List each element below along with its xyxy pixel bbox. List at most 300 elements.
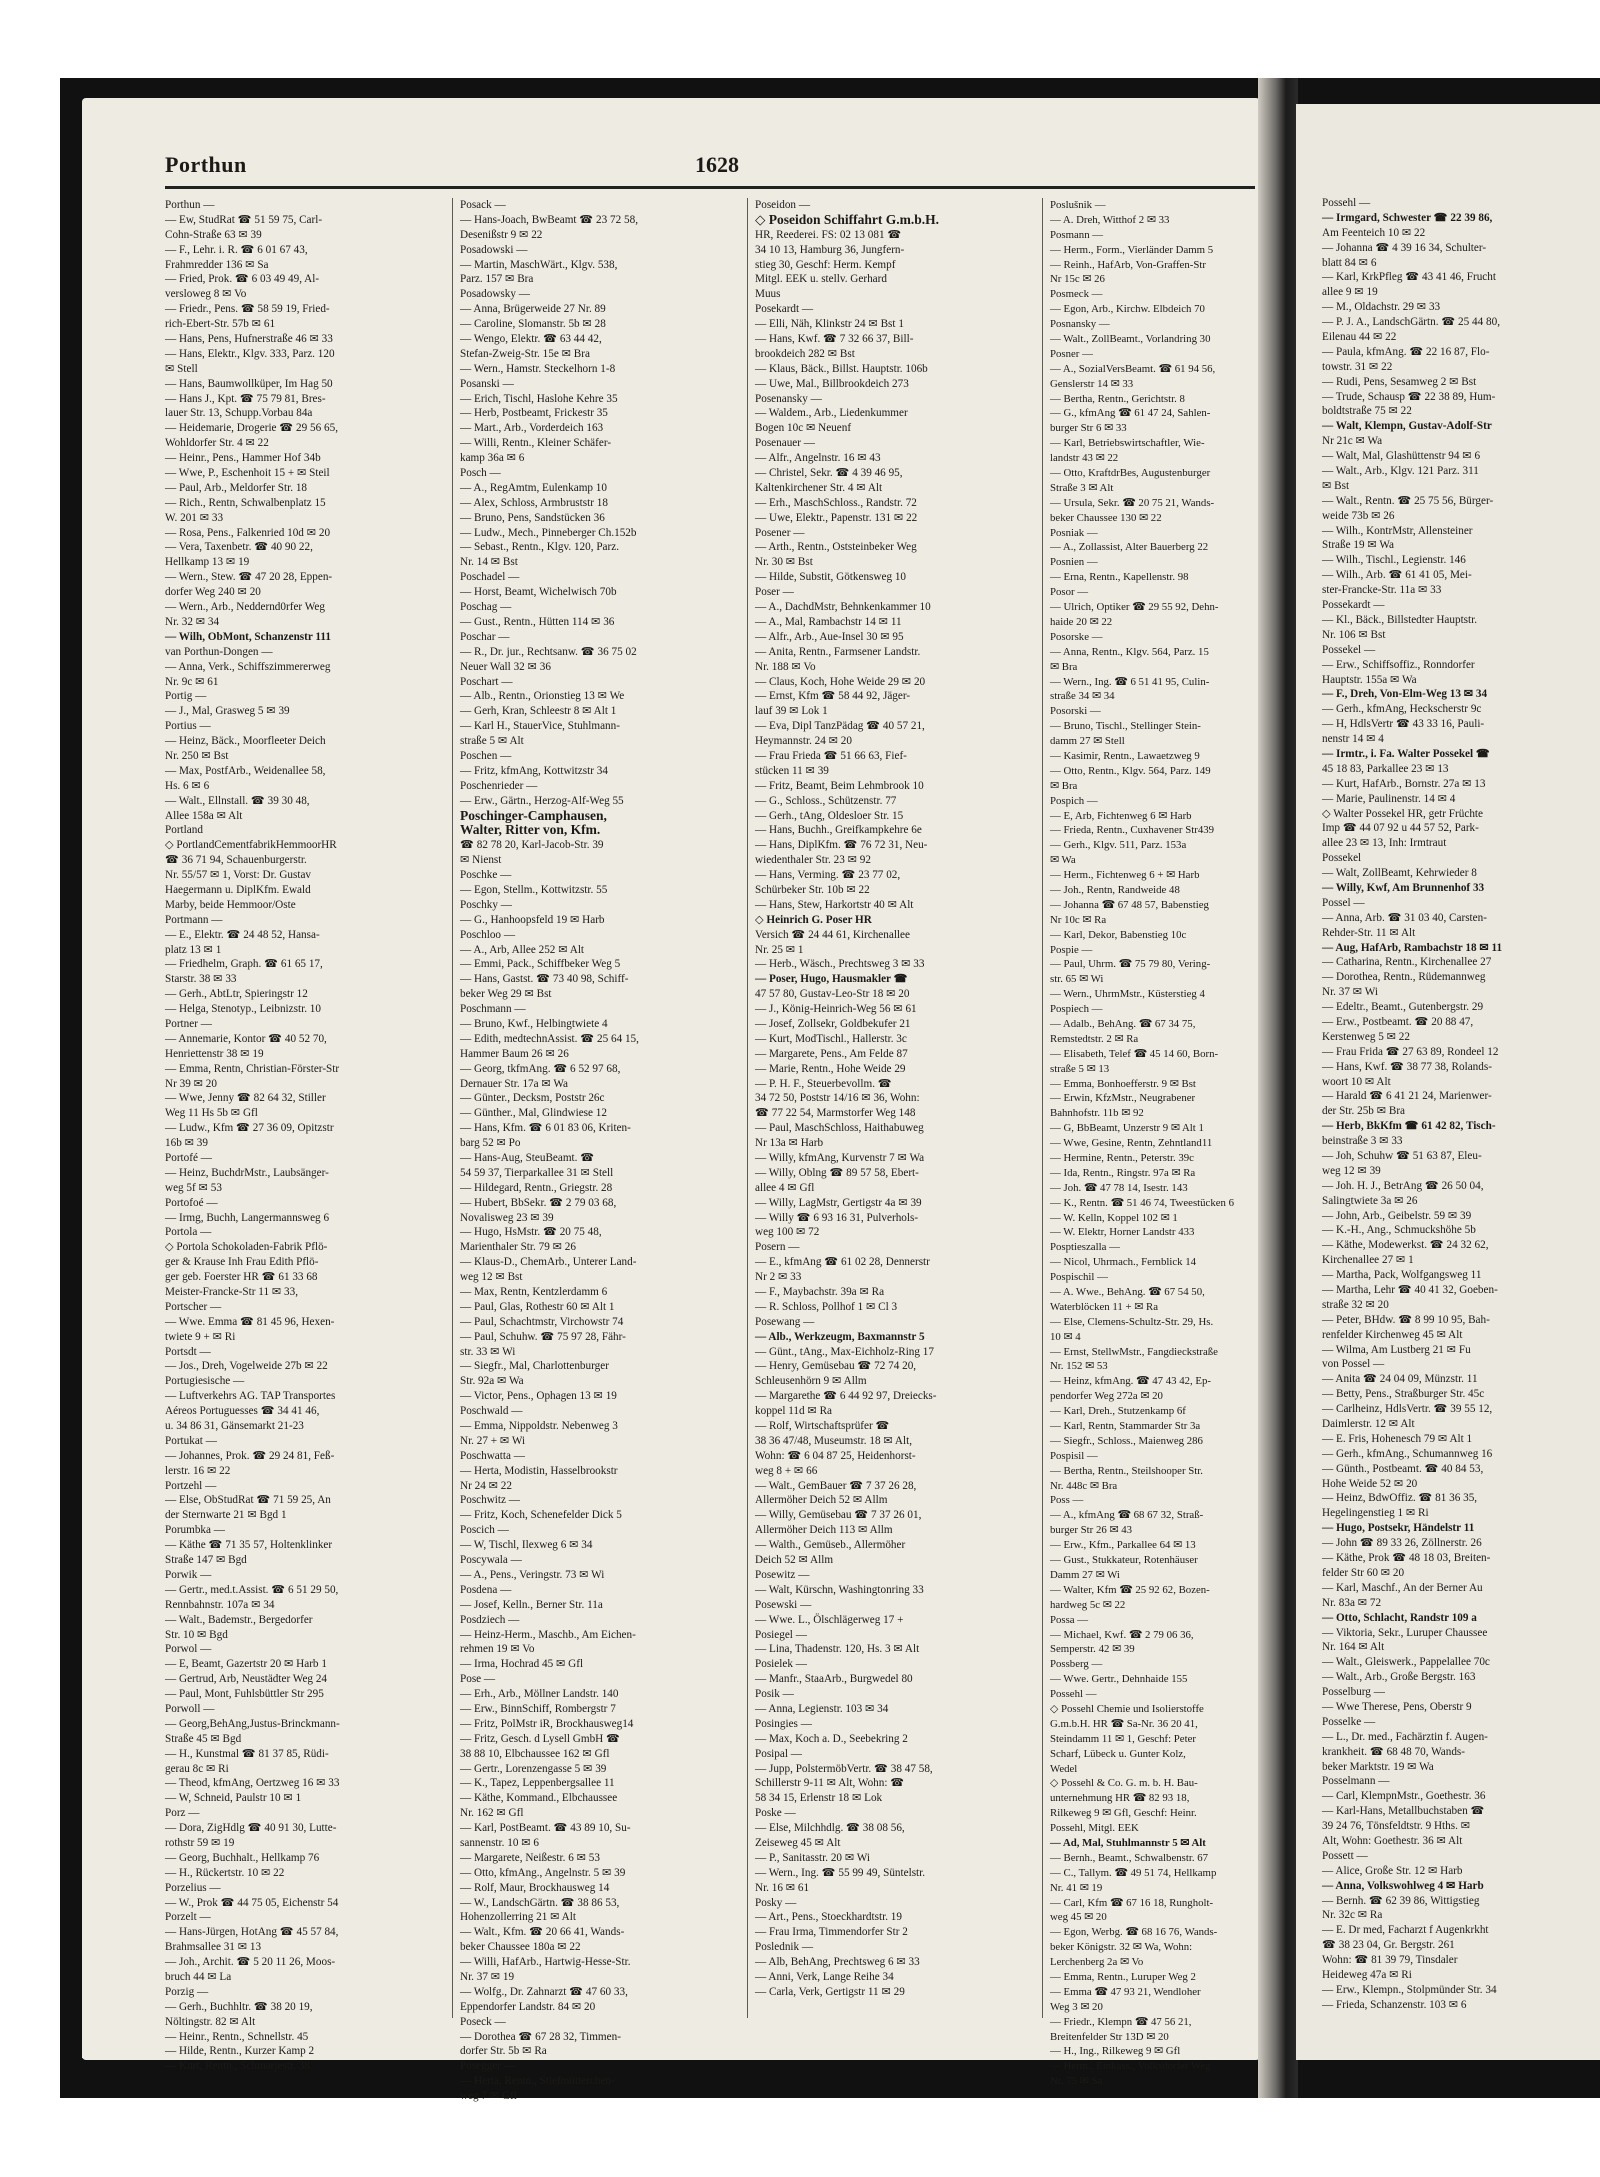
directory-entry-line: Posewski — [755, 1598, 812, 1611]
directory-entry-line: ◇ Possehl & Co. G. m. b. H. Bau- [1050, 1777, 1198, 1790]
directory-entry-line: — Bernh., Beamt., Schwalbenstr. 67 [1050, 1851, 1209, 1864]
directory-entry-line: W. 201 ✉ 33 [165, 511, 224, 524]
directory-entry-line: Eilenau 44 ✉ 22 [1322, 331, 1397, 344]
directory-entry-line: Posadowsky — [460, 288, 530, 301]
directory-entry-line: — Walt, Mal, Glashüttenstr 94 ✉ 6 [1322, 450, 1481, 463]
directory-entry-line: Kirchenallee 27 ✉ 1 [1322, 1254, 1414, 1267]
directory-entry-line: Straße 45 ✉ Bgd [165, 1732, 242, 1745]
directory-entry-line: 16b ✉ 39 [165, 1137, 208, 1150]
directory-entry-line: Allermöher Deich 52 ✉ Allm [755, 1494, 888, 1507]
directory-entry-line: — J., Mal, Grasweg 5 ✉ 39 [165, 705, 290, 718]
directory-entry-line: — Willy, LagMstr, Gertigstr 4a ✉ 39 [755, 1196, 922, 1209]
directory-entry-line: Poser — [755, 586, 794, 599]
directory-entry-line: Posern — [755, 1241, 800, 1254]
directory-entry-line: — Käthe, Modewerkst. ☎ 24 32 62, [1322, 1239, 1489, 1252]
directory-entry-line: — Alice, Große Str. 12 ✉ Harb [1322, 1864, 1463, 1877]
directory-entry-line: — Hans, Elektr., Klgv. 333, Parz. 120 [165, 347, 335, 360]
directory-entry-line: Portmann — [165, 913, 223, 926]
directory-entry-line: — Carla, Verk, Gertigstr 11 ✉ 29 [755, 1985, 905, 1998]
directory-entry-line: Posdena — [460, 1583, 512, 1596]
directory-entry-line: — Joh. ☎ 47 78 14, Isestr. 143 [1050, 1181, 1188, 1194]
directory-entry-line: ✉ Wa [1050, 854, 1076, 867]
directory-entry-line: versloweg 8 ✉ Vo [165, 288, 247, 301]
directory-entry-line: Remstedtstr. 2 ✉ Ra [1050, 1032, 1139, 1045]
directory-entry-line: 58 34 15, Erlenstr 18 ✉ Lok [755, 1792, 883, 1805]
directory-entry-line: beker Chaussee 180a ✉ 22 [460, 1941, 581, 1954]
directory-entry-line: Poslušnik — [1050, 199, 1106, 211]
directory-entry-line: — Egon, Arb., Kirchw. Elbdeich 70 [1050, 303, 1205, 316]
directory-entry-line: — Irma, Hochrad 45 ✉ Gfl [460, 1658, 584, 1671]
directory-entry-line: — A., Pens., Veringstr. 73 ✉ Wi [460, 1568, 605, 1581]
directory-entry-line: barg 52 ✉ Po [460, 1137, 521, 1150]
directory-entry-line: — E., kfmAng ☎ 61 02 28, Dennerstr [755, 1256, 930, 1269]
directory-entry-line: — Frieda, Rentn., Cuxhavener Str439 [1050, 824, 1215, 837]
directory-entry-line: — Marie, Paulinenstr. 14 ✉ 4 [1322, 792, 1456, 805]
directory-entry-line: — Ulrich, Optiker ☎ 29 55 92, Dehn- [1050, 601, 1219, 614]
directory-entry-line: — E, Beamt, Gazertstr 20 ✉ Harb 1 [165, 1658, 327, 1671]
directory-entry-line: — Hans-Jürgen, HotAng ☎ 45 57 84, [165, 1926, 339, 1939]
directory-entry-line: — Rudi, Pens, Sesamweg 2 ✉ Bst [1322, 375, 1477, 388]
directory-entry-line: — Hans, Stew, Harkortstr 40 ✉ Alt [755, 898, 914, 911]
directory-entry-line: — Otto, Schlacht, Randstr 109 a [1322, 1611, 1477, 1624]
directory-entry-line: — Karl, Dreh., Stutzenkamp 6f [1050, 1405, 1186, 1418]
directory-entry-line: — Willy, Kwf, Am Brunnenhof 33 [1322, 881, 1485, 894]
directory-entry-line: Poslednik — [755, 1941, 814, 1954]
directory-entry-line: Posanski — [460, 377, 514, 390]
directory-entry-line: HR, Reederei. FS: 02 13 081 ☎ [755, 228, 902, 241]
directory-entry-line: — Josef, Zollsekr, Goldbekufer 21 [755, 1017, 911, 1030]
directory-entry-line: — Wern., Hamstr. Steckelhorn 1-8 [460, 362, 616, 375]
directory-entry-line: Nr. 14 ✉ Bst [460, 556, 518, 569]
directory-entry-line: Porzig — [165, 1985, 209, 1998]
directory-entry-line: Poschadel — [460, 571, 520, 584]
directory-entry-line: — Nicol, Uhrmach., Fernblick 14 [1050, 1256, 1197, 1269]
directory-entry-line: weg 7 ✉ Gfl [460, 2090, 517, 2103]
directory-entry-line: — Günther., Mal, Glindwiese 12 [460, 1107, 607, 1120]
directory-entry-line: der Sternwarte 21 ✉ Bgd 1 [165, 1509, 287, 1522]
directory-entry-line: — Heinz, BdwOffiz. ☎ 81 36 35, [1322, 1492, 1478, 1505]
directory-entry-line: Poschwatta — [460, 1449, 525, 1462]
directory-entry-line: ☎ 77 22 54, Marmstorfer Weg 148 [755, 1107, 916, 1120]
directory-entry-line: — Emma, Nippoldstr. Nebenweg 3 [460, 1420, 618, 1433]
directory-entry-line: — Wwe, P., Eschenhoit 15 + ✉ Steil [165, 467, 330, 480]
directory-entry-line: Nr. 250 ✉ Bst [165, 749, 229, 762]
directory-entry-line: — Willy, kfmAng, Kurvenstr 7 ✉ Wa [755, 1152, 925, 1164]
directory-entry-line: Pospie — [1050, 943, 1093, 956]
directory-entry-line: Possett — [1322, 1849, 1368, 1862]
directory-entry-line: — Karl H., StauerVice, Stuhlmann- [460, 720, 620, 733]
directory-entry-line: — Hans, Kfm. ☎ 6 01 83 06, Kriten- [460, 1122, 631, 1135]
directory-entry-line: — Friedr., Pens. ☎ 58 59 19, Fried- [165, 303, 330, 316]
directory-entry-line: — Heinr., Rentn., Schnellstr. 45 [165, 2030, 309, 2043]
directory-entry-line: — A., SozialVersBeamt. ☎ 61 94 56, [1050, 362, 1216, 375]
directory-entry-line: — Mart., Arb., Vorderdeich 163 [460, 422, 604, 435]
directory-entry-line: Possberg — [1050, 1658, 1103, 1671]
directory-entry-line: — Heidemarie, Drogerie ☎ 29 56 65, [165, 422, 338, 435]
page-number: 1628 [695, 152, 739, 177]
directory-entry-line: weg 12 ✉ 39 [1322, 1164, 1381, 1177]
directory-entry-line: dorfer Str. 5b ✉ Ra [460, 2045, 547, 2058]
directory-entry-line: str. 65 ✉ Wi [1050, 973, 1104, 986]
directory-entry-line: Posnansky — [1050, 318, 1110, 331]
directory-entry-line: Portig — [165, 690, 207, 703]
directory-entry-line: — Hugo, HsMstr. ☎ 20 75 48, [460, 1226, 602, 1239]
directory-entry-line: Posselke — [1322, 1715, 1376, 1728]
directory-entry-line: — Gertr., Lorenzengasse 5 ✉ 39 [460, 1762, 607, 1775]
directory-entry-line: Aéreos Portuguesses ☎ 34 41 46, [165, 1405, 320, 1418]
directory-entry-line: weg 5f ✉ 53 [165, 1181, 222, 1194]
directory-entry-line: Scharf, Lübeck u. Gunter Kolz, [1050, 1747, 1186, 1760]
directory-entry-line: — Carl, Kfm ☎ 67 16 18, Rungholt- [1050, 1896, 1214, 1909]
directory-entry-line: G.m.b.H. HR ☎ Sa-Nr. 36 20 41, [1050, 1717, 1198, 1730]
directory-entry-line: — Walt, Klempn, Gustav-Adolf-Str [1322, 420, 1492, 433]
directory-entry-line: Poscich — [460, 1524, 509, 1537]
directory-entry-line: — Alfr., Arb., Aue-Insel 30 ✉ 95 [755, 630, 904, 643]
directory-entry-line: beker Weg 29 ✉ Bst [460, 988, 552, 1001]
directory-entry-line: pendorfer Weg 272a ✉ 20 [1050, 1390, 1163, 1403]
directory-entry-line: Posnien — [1050, 556, 1098, 569]
directory-entry-line: — Annemarie, Kontor ☎ 40 52 70, [165, 1032, 327, 1045]
directory-entry-line: — Hans, Verming. ☎ 23 77 02, [755, 869, 901, 882]
directory-entry-line: Hegelingenstieg 1 ✉ Ri [1322, 1507, 1429, 1520]
directory-entry-line: — Elisabeth, Telef ☎ 45 14 60, Born- [1050, 1047, 1219, 1060]
directory-entry-line: — Martha, Lehr ☎ 40 41 32, Goeben- [1322, 1284, 1498, 1297]
directory-entry-line: — Johanna ☎ 4 39 16 34, Schulter- [1322, 241, 1487, 254]
directory-entry-line: Hammer Baum 26 ✉ 26 [460, 1047, 569, 1060]
directory-entry-line: — Günt., tAng., Max-Eichholz-Ring 17 [755, 1345, 934, 1358]
directory-entry-line: — Emma ☎ 47 93 21, Wendloher [1050, 1985, 1201, 1998]
directory-entry-line: — Emma, Rentn., Luruper Weg 2 [1050, 1970, 1196, 1983]
directory-entry-line: — H., Rückertstr. 10 ✉ 22 [165, 1866, 285, 1879]
directory-entry-line: 38 88 10, Elbchaussee 162 ✉ Gfl [460, 1747, 610, 1760]
directory-entry-line: — Paula, kfmAng. ☎ 22 16 87, Flo- [1322, 345, 1490, 358]
directory-entry-line: Lerchenberg 2a ✉ Vo [1050, 1956, 1144, 1969]
directory-entry-line: Posorske — [1050, 630, 1103, 643]
directory-entry-line: — Wilh., KontrMstr, Allensteiner [1322, 524, 1473, 537]
directory-entry-line: Hohe Weide 52 ✉ 20 [1322, 1477, 1418, 1490]
directory-entry-line: unternehmung HR ☎ 82 93 18, [1050, 1792, 1190, 1805]
directory-entry-line: — Jupp, PolstermöbVertr. ☎ 38 47 58, [755, 1762, 933, 1775]
directory-entry-line: Hs. 6 ✉ 6 [165, 779, 210, 792]
directory-entry-line: ger geb. Foerster HR ☎ 61 33 68 [165, 1271, 318, 1284]
directory-entry-line: — Jos., Dreh, Vogelweide 27b ✉ 22 [165, 1360, 328, 1373]
directory-entry-line: Posenauer — [755, 437, 815, 450]
directory-entry-line: — Karl, PostBeamt. ☎ 43 89 10, Su- [460, 1822, 631, 1835]
directory-entry-line: — Johanna ☎ 67 48 57, Babenstieg [1050, 898, 1209, 911]
directory-entry-line: — Paul, Glas, Rothestr 60 ✉ Alt 1 [460, 1300, 615, 1313]
directory-entry-line: weg 12 ✉ Bst [460, 1271, 523, 1284]
directory-entry-line: Nr. 25 ✉ 1 [755, 943, 804, 956]
directory-entry-line: Nr 21c ✉ Wa [1322, 435, 1383, 448]
directory-entry-line: — Emma, Bonhoefferstr. 9 ✉ Bst [1050, 1077, 1196, 1090]
directory-entry-line: — Anni, Verk, Lange Reihe 34 [755, 1970, 894, 1983]
directory-entry-line: — Wilh., Tischl., Legienstr. 146 [1322, 554, 1466, 567]
directory-entry-line: — John, Arb., Geibelstr. 59 ✉ 39 [1322, 1209, 1472, 1222]
directory-entry-line: Stefan-Zweig-Str. 15e ✉ Bra [460, 347, 590, 360]
directory-entry-line: allee 4 ✉ Gfl [755, 1181, 815, 1194]
directory-entry-line: Schleusenhörn 9 ✉ Allm [755, 1375, 867, 1388]
directory-entry-line: Posorski — [1050, 705, 1101, 718]
directory-entry-line: — Gust., Rentn., Hütten 114 ✉ 36 [460, 615, 615, 628]
directory-entry-line: — Friedr., Klempn ☎ 47 56 21, [1050, 2015, 1192, 2028]
directory-entry-line: Rennbahnstr. 107a ✉ 34 [165, 1598, 275, 1611]
directory-entry-line: Wohldorfer Str. 4 ✉ 22 [165, 437, 269, 450]
directory-entry-line: — Aug, HafArb, Rambachstr 18 ✉ 11 [1322, 941, 1503, 954]
directory-entry-line: — Alfr., Angelnstr. 16 ✉ 43 [755, 452, 881, 465]
directory-entry-line: — Walt., ZollBeamt., Vorlandring 30 [1050, 333, 1211, 346]
directory-entry-line: stücken 11 ✉ 39 [755, 764, 829, 777]
directory-entry-line: — Hubert, BbSekr. ☎ 2 79 03 68, [460, 1196, 617, 1209]
directory-entry-line: — Wern., Stew. ☎ 47 20 28, Eppen- [165, 571, 333, 584]
directory-entry-line: Poschinger-Camphausen, [460, 807, 607, 823]
directory-entry-line: beker Chaussee 130 ✉ 22 [1050, 511, 1162, 524]
directory-entry-line: — Siegfr., Mal, Charlottenburger [460, 1360, 609, 1373]
directory-entry-line: — P. H. F., Steuerbevollm. ☎ [755, 1077, 892, 1090]
directory-entry-line: ◇ Walter Possekel HR, getr Früchte [1322, 807, 1483, 820]
directory-entry-line: — Luftverkehrs AG. TAP Transportes [165, 1390, 336, 1403]
directory-entry-line: — Alb., Rentn., Orionstieg 13 ✉ We [460, 690, 625, 703]
directory-entry-line: Posegger — [460, 2060, 515, 2073]
directory-entry-line: Nr. 75 ✉ Sa [1050, 2075, 1103, 2088]
directory-entry-line: — A. Dreh, Witthof 2 ✉ 33 [1050, 213, 1170, 226]
directory-entry-line: — Bertha, Rentn., Gerichtstr. 8 [1050, 392, 1185, 405]
directory-entry-line: Novalisweg 23 ✉ 39 [460, 1211, 554, 1224]
directory-entry-line: — H, HdlsVertr ☎ 43 33 16, Pauli- [1322, 718, 1485, 731]
directory-entry-line: Am Feenteich 10 ✉ 22 [1322, 226, 1426, 239]
directory-entry-line: Portugiesische — [165, 1375, 245, 1388]
directory-entry-line: Nr. 16 ✉ 61 [755, 1881, 810, 1894]
directory-entry-line: Nr. 162 ✉ Gfl [460, 1807, 524, 1820]
directory-entry-line: — Eva, Dipl TanzPädag ☎ 40 57 21, [755, 720, 925, 733]
directory-entry-line: — Erw., Gärtn., Herzog-Alf-Weg 55 [460, 794, 624, 807]
directory-entry-line: Meister-Francke-Str 11 ✉ 33, [165, 1286, 299, 1299]
directory-entry-line: — Frau Frieda ☎ 51 66 63, Fief- [755, 749, 907, 762]
directory-entry-line: Porwoll — [165, 1702, 215, 1715]
directory-entry-line: Eppendorfer Landstr. 84 ✉ 20 [460, 2000, 596, 2013]
directory-entry-line: — Joh., Archit. ☎ 5 20 11 26, Moos- [165, 1956, 336, 1969]
directory-entry-line: kamp 36a ✉ 6 [460, 452, 525, 465]
running-head-name: Porthun [165, 152, 247, 177]
directory-entry-line: haide 20 ✉ 22 [1050, 615, 1113, 628]
directory-entry-line: — A., Mal, Rambachstr 14 ✉ 11 [755, 615, 902, 628]
directory-entry-line: — Gerh., AbtLtr, Spieringstr 12 [165, 988, 308, 1001]
directory-entry-line: — John ☎ 89 33 26, Zöllnerstr. 26 [1322, 1537, 1482, 1550]
directory-entry-line: — Anna, Brügerweide 27 Nr. 89 [460, 303, 606, 316]
directory-entry-line: Wohn: ☎ 6 04 87 25, Heidenhorst- [755, 1449, 916, 1462]
directory-entry-line: — Ad, Mal, Stuhlmannstr 5 ✉ Alt [1050, 1836, 1206, 1849]
directory-entry-line: — Emma, Rentn, Christian-Förster-Str [165, 1062, 340, 1075]
directory-entry-line: — Wern., Ing. ☎ 55 99 49, Süntelstr. [755, 1866, 926, 1879]
directory-entry-line: — Fritz, Gesch. d Lysell GmbH ☎ [460, 1732, 620, 1745]
directory-entry-line: — Carlheinz, HdlsVertr. ☎ 39 55 12, [1322, 1403, 1493, 1416]
directory-entry-line: — Walt., Arb., Klgv. 121 Parz. 311 [1322, 465, 1479, 478]
directory-entry-line: — Henry, Gemüsebau ☎ 72 74 20, [755, 1360, 917, 1373]
directory-entry-line: — Kl., Bäck., Billstedter Hauptstr. [1322, 613, 1478, 626]
directory-entry-line: bruch 44 ✉ La [165, 1970, 232, 1983]
directory-entry-line: Heideweg 47a ✉ Ri [1322, 1968, 1412, 1981]
directory-entry-line: Rilkeweg 9 ✉ Gfl, Geschf: Heinr. [1050, 1807, 1197, 1820]
directory-entry-line: Marienthaler Str. 79 ✉ 26 [460, 1241, 576, 1254]
directory-entry-line: — P. J. A., LandschGärtn. ☎ 25 44 80, [1322, 316, 1501, 329]
directory-entry-line: str. 33 ✉ Wi [460, 1345, 516, 1358]
directory-entry-line: ◇ Portola Schokoladen-Fabrik Pflö- [165, 1241, 328, 1254]
directory-entry-line: Semperstr. 42 ✉ 39 [1050, 1643, 1135, 1656]
directory-entry-line: — Josef, Kelln., Berner Str. 11a [460, 1598, 603, 1611]
directory-entry-line: — Dorothea, Rentn., Rüdemannweg [1322, 971, 1486, 984]
directory-entry-line: — Catharina, Rentn., Kirchenallee 27 [1322, 956, 1492, 969]
directory-entry-line: Hellkamp 13 ✉ 19 [165, 556, 250, 569]
directory-entry-line: — Joh. H. J., BetrAng ☎ 26 50 04, [1322, 1179, 1484, 1192]
directory-entry-line: — Manfr., StaaArb., Burgwedel 80 [755, 1673, 913, 1686]
directory-entry-line: — Hans, Baumwollküper, Im Hag 50 [165, 377, 333, 390]
directory-entry-line: Walter, Ritter von, Kfm. [460, 822, 601, 838]
directory-column-2 [460, 198, 740, 2103]
directory-entry-line: — Günth., Postbeamt. ☎ 40 84 53, [1322, 1462, 1484, 1475]
directory-entry-line: lauer Str. 13, Schupp.Vorbau 84a [165, 407, 313, 420]
directory-entry-line: — Fritz, kfmAng, Kottwitzstr 34 [460, 764, 608, 777]
directory-entry-line: straße 5 ✉ 13 [1050, 1062, 1110, 1075]
directory-entry-line: — K., Tapez, Leppenbergsallee 11 [460, 1777, 615, 1790]
directory-entry-line: — Christel, Sekr. ☎ 4 39 46 95, [755, 467, 903, 480]
directory-entry-line: ✉ Bra [1050, 779, 1078, 792]
directory-entry-line: — Gerh., Klgv. 511, Parz. 153a [1050, 839, 1187, 852]
directory-entry-line: landstr 43 ✉ 22 [1050, 452, 1119, 465]
directory-entry-line: Cohn-Straße 63 ✉ 39 [165, 228, 262, 241]
directory-entry-line: — Hans, DiplKfm. ☎ 76 72 31, Neu- [755, 839, 928, 852]
directory-entry-line: Nr 13a ✉ Harb [755, 1137, 824, 1150]
directory-entry-line: ☎ 82 78 20, Karl-Jacob-Str. 39 [460, 839, 604, 852]
directory-entry-line: 34 72 50, Poststr 14/16 ✉ 36, Wohn: [755, 1092, 920, 1105]
directory-entry-line: Porwik — [165, 1568, 212, 1581]
directory-entry-line: weg 8 + ✉ 66 [755, 1464, 818, 1477]
directory-entry-line: Posmann — [1050, 228, 1104, 241]
directory-entry-line: — Poser, Hugo, Hausmakler ☎ [755, 973, 908, 986]
directory-entry-line: — Hugo, Postsekr, Händelstr 11 [1322, 1522, 1475, 1535]
directory-entry-line: ◇ Possehl Chemie und Isolierstoffe [1050, 1702, 1204, 1715]
directory-entry-line: Portofoé — [165, 1196, 218, 1209]
directory-entry-line: — A., Zollassist, Alter Bauerberg 22 [1050, 541, 1209, 554]
directory-entry-line: — Hermine, Rentn., Peterstr. 39c [1050, 1152, 1194, 1164]
directory-entry-line: Nr. 37 ✉ 19 [460, 1970, 515, 1983]
directory-entry-line: — Margarete, Pens., Am Felde 87 [755, 1047, 908, 1060]
directory-entry-line: — Willi, HafArb., Hartwig-Hesse-Str. [460, 1956, 631, 1969]
directory-entry-line: — Wengo, Elektr. ☎ 63 44 42, [460, 333, 602, 346]
directory-entry-line: — Edeltr., Beamt., Gutenbergstr. 29 [1322, 1001, 1484, 1014]
directory-entry-line: — Ernst, Kfm ☎ 58 44 92, Jäger- [755, 690, 911, 703]
directory-entry-line: van Porthun-Dongen — [165, 645, 273, 658]
directory-entry-line: renfelder Kirchenweg 45 ✉ Alt [1322, 1328, 1463, 1341]
directory-entry-line: — Herta, Modistin, Hasselbrookstr [460, 1464, 618, 1477]
directory-entry-line: — Wern., Arb., Neddernd0rfer Weg [165, 601, 325, 614]
directory-entry-line: Zeiseweg 45 ✉ Alt [755, 1836, 841, 1849]
directory-entry-line: Posch — [460, 467, 501, 480]
directory-entry-line: Porzelt — [165, 1911, 211, 1924]
directory-entry-line: — Ida, Rentn., Ringstr. 97a ✉ Ra [1050, 1166, 1196, 1179]
directory-entry-line: — Walter, Kfm ☎ 25 92 62, Bozen- [1050, 1583, 1210, 1596]
directory-entry-line: u. 34 86 31, Gänsemarkt 21-23 [165, 1420, 304, 1433]
directory-entry-line: — Willy, Oblng ☎ 89 57 58, Ebert- [755, 1166, 919, 1179]
directory-entry-line: Muus [755, 288, 781, 301]
directory-entry-line: — Harald ☎ 6 41 21 24, Marienwer- [1322, 1090, 1492, 1103]
directory-entry-line: Nr. 9c ✉ 61 [165, 675, 219, 688]
directory-entry-line: — Herm., Fichtenweg 6 + ✉ Harb [1050, 869, 1200, 882]
directory-entry-line: Posptieszalla — [1050, 1241, 1120, 1254]
directory-entry-line: — Erw., Postbeamt. ☎ 20 88 47, [1322, 1015, 1474, 1028]
directory-entry-line: — Victor, Pens., Ophagen 13 ✉ 19 [460, 1390, 617, 1403]
directory-entry-line: Nr. 164 ✉ Alt [1322, 1641, 1385, 1654]
directory-entry-line: 10 ✉ 4 [1050, 1330, 1081, 1343]
running-head [165, 150, 1255, 186]
directory-entry-line: Poschwitz — [460, 1494, 520, 1507]
directory-entry-line: Poseck — [460, 2015, 506, 2028]
directory-entry-line: — Ludw., Mech., Pinneberger Ch.152b [460, 526, 637, 539]
directory-entry-line: Nr. 83a ✉ 72 [1322, 1596, 1382, 1609]
directory-entry-line: Henriettenstr 38 ✉ 19 [165, 1047, 264, 1060]
directory-entry-line: Portius — [165, 720, 211, 733]
directory-entry-line: — Irmgard, Schwester ☎ 22 39 86, [1322, 211, 1493, 224]
directory-entry-line: — Walt, Kürschn, Washingtonring 33 [755, 1583, 924, 1596]
directory-entry-line: Deich 52 ✉ Allm [755, 1554, 834, 1567]
directory-entry-line: — E. Dr med, Facharzt f Augenkrkht [1322, 1924, 1489, 1937]
directory-entry-line: hardweg 5c ✉ 22 [1050, 1598, 1126, 1611]
directory-entry-line: Posselburg — [1322, 1686, 1385, 1699]
directory-entry-line: — Fried, Prok. ☎ 6 03 49 49, Al- [165, 273, 320, 286]
directory-entry-line: — Willy, Gemüsebau ☎ 7 37 26 01, [755, 1509, 922, 1522]
directory-entry-line: — Paul, Schuhw. ☎ 75 97 28, Fähr- [460, 1330, 626, 1343]
directory-entry-line: — Anita, Rentn., Farmsener Landstr. [755, 645, 921, 658]
directory-entry-line: Posack — [460, 199, 506, 211]
directory-entry-line: beker Marktstr. 19 ✉ Wa [1322, 1760, 1434, 1773]
directory-entry-line: — Karl, Betriebswirtschaftler, Wie- [1050, 437, 1205, 450]
directory-entry-line: — Erh., MaschSchloss., Randstr. 72 [755, 496, 917, 509]
directory-entry-line: — G., Hanhoopsfeld 19 ✉ Harb [460, 913, 605, 926]
directory-entry-line: Weg 3 ✉ 20 [1050, 2000, 1103, 2013]
directory-entry-line: Str. 92a ✉ Wa [460, 1375, 524, 1388]
directory-entry-line: Possehl — [1322, 197, 1371, 209]
directory-entry-line: — Joh, Schuhw ☎ 51 63 87, Eleu- [1322, 1150, 1482, 1162]
directory-entry-line: Nr. 32 ✉ 34 [165, 615, 220, 628]
directory-entry-line: — Wwe. Emma ☎ 81 45 96, Hexen- [165, 1315, 335, 1328]
directory-entry-line: Hohenzollerring 21 ✉ Alt [460, 1911, 576, 1924]
directory-entry-line: — Johannes, Prok. ☎ 29 24 81, Feß- [165, 1449, 335, 1462]
directory-entry-line: — Wern., Ing. ☎ 6 51 41 95, Culin- [1050, 675, 1210, 688]
directory-entry-line: — Gust., Stukkateur, Rotenhäuser [1050, 1554, 1198, 1567]
directory-entry-line: Posik — [755, 1688, 794, 1701]
directory-entry-line: — A. Wwe., BehAng. ☎ 67 54 50, [1050, 1286, 1205, 1299]
directory-entry-line: — Waldem., Arb., Liedenkummer [755, 407, 908, 420]
directory-entry-line: — Käthe ☎ 71 35 57, Holtenklinker [165, 1539, 333, 1552]
directory-entry-line: Poschke — [460, 869, 512, 882]
directory-entry-line: — Bertha, Rentn., Steilshooper Str. [1050, 1464, 1203, 1477]
directory-entry-line: — W, Schneid, Paulstr 10 ✉ 1 [165, 1792, 302, 1805]
directory-entry-line: — Rich., Rentn, Schwalbenplatz 15 [165, 496, 326, 509]
directory-entry-line: — Helga, Stenotyp., Leibnizstr. 10 [165, 1003, 321, 1016]
directory-column-1 [165, 198, 445, 2073]
directory-entry-line: Nr. 32c ✉ Ra [1322, 1909, 1383, 1922]
directory-entry-line: Allermöher Deich 113 ✉ Allm [755, 1524, 893, 1537]
directory-entry-line: Genslerstr 14 ✉ 33 [1050, 377, 1134, 390]
directory-entry-line: — Willy ☎ 6 93 16 31, Pulverhols- [755, 1211, 919, 1224]
directory-entry-line: gerau 8c ✉ Ri [165, 1762, 229, 1775]
directory-entry-line: — Erh., Arb., Möllner Landstr. 140 [460, 1688, 619, 1701]
directory-entry-line: — Anna, Verk., Schiffszimmererweg [165, 660, 331, 673]
directory-entry-line: Nr. 30 ✉ Bst [755, 556, 813, 569]
directory-entry-line: — Heinz-Herm., Maschb., Am Eichen- [460, 1628, 636, 1641]
directory-entry-line: stieg 30, Geschf: Herm. Kempf [755, 258, 896, 271]
directory-entry-line: — Elli, Näh, Klinkstr 24 ✉ Bst 1 [755, 318, 904, 331]
directory-entry-line: — Edith, medtechnAssist. ☎ 25 64 15, [460, 1032, 639, 1045]
directory-entry-line: 39 24 76, Tönsfeldtstr. 9 Hths. ✉ [1322, 1820, 1471, 1833]
